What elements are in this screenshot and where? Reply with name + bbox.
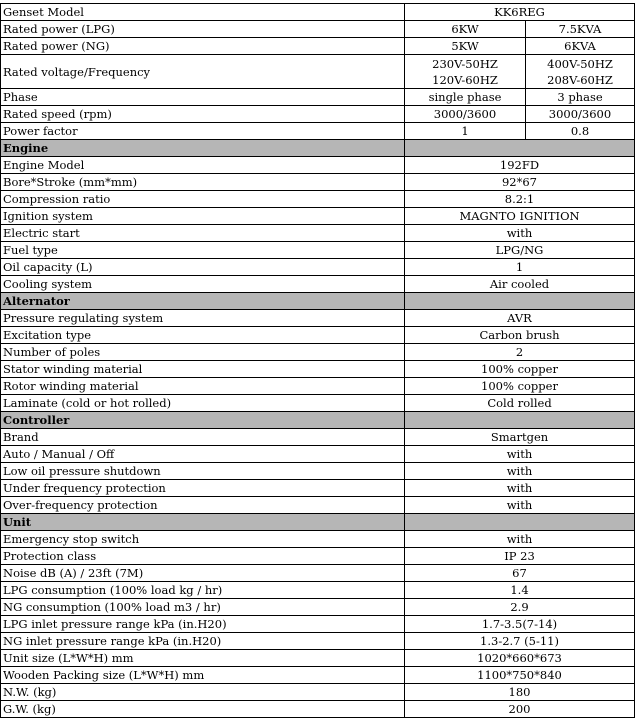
spec-label: NG consumption (100% load m3 / hr) — [1, 599, 405, 616]
spec-label: Number of poles — [1, 344, 405, 361]
spec-value: 8.2:1 — [405, 191, 635, 208]
section-title: Engine — [1, 140, 405, 157]
spec-row — [1, 310, 635, 327]
spec-label: Wooden Packing size (L*W*H) mm — [1, 667, 405, 684]
spec-row — [1, 548, 635, 565]
spec-value-right: 7.5KVA — [526, 21, 635, 38]
spec-value-left: 5KW — [405, 38, 526, 55]
spec-label: Stator winding material — [1, 361, 405, 378]
spec-value-right: 6KVA — [526, 38, 635, 55]
section-header — [1, 293, 635, 310]
spec-label: Brand — [1, 429, 405, 446]
spec-label: Phase — [1, 89, 405, 106]
spec-label: G.W. (kg) — [1, 701, 405, 718]
spec-value: Air cooled — [405, 276, 635, 293]
spec-row — [1, 531, 635, 548]
spec-label: Fuel type — [1, 242, 405, 259]
spec-row — [1, 429, 635, 446]
spec-value-left — [405, 55, 526, 89]
section-header — [1, 514, 635, 531]
section-header — [1, 412, 635, 429]
spec-row — [1, 633, 635, 650]
spec-row — [1, 225, 635, 242]
spec-value-right: 0.8 — [526, 123, 635, 140]
spec-row — [1, 565, 635, 582]
section-title-filler — [405, 140, 635, 157]
model-label: Genset Model — [1, 4, 405, 21]
spec-value: 2.9 — [405, 599, 635, 616]
spec-row — [1, 599, 635, 616]
spec-row — [1, 259, 635, 276]
spec-value: MAGNTO IGNITION — [405, 208, 635, 225]
spec-row — [1, 208, 635, 225]
genset-spec-table — [0, 3, 635, 718]
spec-label: Rated speed (rpm) — [1, 106, 405, 123]
spec-label: Over-frequency protection — [1, 497, 405, 514]
spec-value: LPG/NG — [405, 242, 635, 259]
spec-row — [1, 157, 635, 174]
spec-row — [1, 106, 635, 123]
spec-row — [1, 667, 635, 684]
spec-value-line: 400V-50HZ — [547, 56, 613, 71]
spec-label: LPG consumption (100% load kg / hr) — [1, 582, 405, 599]
section-header — [1, 140, 635, 157]
spec-value: with — [405, 463, 635, 480]
spec-row — [1, 378, 635, 395]
spec-value: with — [405, 225, 635, 242]
section-title: Controller — [1, 412, 405, 429]
spec-value-line: 120V-60HZ — [432, 72, 498, 87]
spec-row — [1, 361, 635, 378]
spec-row — [1, 38, 635, 55]
section-title-filler — [405, 293, 635, 310]
spec-label: NG inlet pressure range kPa (in.H20) — [1, 633, 405, 650]
spec-row — [1, 684, 635, 701]
spec-label: Emergency stop switch — [1, 531, 405, 548]
spec-value-left: 3000/3600 — [405, 106, 526, 123]
spec-value: 1.7-3.5(7-14) — [405, 616, 635, 633]
spec-value: Smartgen — [405, 429, 635, 446]
spec-row — [1, 276, 635, 293]
spec-label: Rotor winding material — [1, 378, 405, 395]
spec-value: 1.3-2.7 (5-11) — [405, 633, 635, 650]
spec-row — [1, 497, 635, 514]
spec-label: Cooling system — [1, 276, 405, 293]
spec-label: Power factor — [1, 123, 405, 140]
spec-label: Noise dB (A) / 23ft (7M) — [1, 565, 405, 582]
spec-value-line: 208V-60HZ — [547, 72, 613, 87]
model-value: KK6REG — [405, 4, 635, 21]
spec-value-left: 1 — [405, 123, 526, 140]
spec-value: with — [405, 497, 635, 514]
spec-label: Ignition system — [1, 208, 405, 225]
spec-label: N.W. (kg) — [1, 684, 405, 701]
spec-label: Low oil pressure shutdown — [1, 463, 405, 480]
model-row — [1, 4, 635, 21]
spec-value: 92*67 — [405, 174, 635, 191]
spec-row — [1, 446, 635, 463]
spec-row — [1, 480, 635, 497]
spec-value: with — [405, 446, 635, 463]
spec-value: 1100*750*840 — [405, 667, 635, 684]
spec-label: Bore*Stroke (mm*mm) — [1, 174, 405, 191]
spec-row — [1, 174, 635, 191]
section-title: Unit — [1, 514, 405, 531]
spec-value: 100% copper — [405, 378, 635, 395]
spec-row — [1, 395, 635, 412]
spec-value: 200 — [405, 701, 635, 718]
spec-row — [1, 327, 635, 344]
spec-value: 1020*660*673 — [405, 650, 635, 667]
spec-label: Unit size (L*W*H) mm — [1, 650, 405, 667]
spec-row — [1, 191, 635, 208]
spec-value: 67 — [405, 565, 635, 582]
spec-value: with — [405, 531, 635, 548]
spec-row — [1, 21, 635, 38]
spec-value: 100% copper — [405, 361, 635, 378]
section-title: Alternator — [1, 293, 405, 310]
spec-label: LPG inlet pressure range kPa (in.H20) — [1, 616, 405, 633]
spec-label: Protection class — [1, 548, 405, 565]
spec-row — [1, 463, 635, 480]
spec-label: Electric start — [1, 225, 405, 242]
spec-value-line: 230V-50HZ — [432, 56, 498, 71]
spec-value-right — [526, 55, 635, 89]
spec-row — [1, 650, 635, 667]
spec-label: Rated voltage/Frequency — [1, 55, 405, 89]
spec-row — [1, 616, 635, 633]
spec-value-left: 6KW — [405, 21, 526, 38]
spec-row — [1, 582, 635, 599]
spec-value: with — [405, 480, 635, 497]
spec-label: Auto / Manual / Off — [1, 446, 405, 463]
spec-row — [1, 55, 635, 89]
spec-label: Pressure regulating system — [1, 310, 405, 327]
spec-value-left: single phase — [405, 89, 526, 106]
spec-table-body — [1, 4, 635, 718]
spec-row — [1, 701, 635, 718]
spec-label: Laminate (cold or hot rolled) — [1, 395, 405, 412]
spec-value: 1 — [405, 259, 635, 276]
spec-label: Excitation type — [1, 327, 405, 344]
spec-value: 1.4 — [405, 582, 635, 599]
spec-label: Engine Model — [1, 157, 405, 174]
spec-value-right: 3 phase — [526, 89, 635, 106]
spec-value: Cold rolled — [405, 395, 635, 412]
spec-value: IP 23 — [405, 548, 635, 565]
spec-value: 180 — [405, 684, 635, 701]
spec-row — [1, 344, 635, 361]
spec-value-right: 3000/3600 — [526, 106, 635, 123]
spec-value: 2 — [405, 344, 635, 361]
spec-label: Under frequency protection — [1, 480, 405, 497]
section-title-filler — [405, 412, 635, 429]
spec-row — [1, 242, 635, 259]
spec-row — [1, 123, 635, 140]
spec-value: 192FD — [405, 157, 635, 174]
section-title-filler — [405, 514, 635, 531]
spec-label: Oil capacity (L) — [1, 259, 405, 276]
spec-value: AVR — [405, 310, 635, 327]
spec-row — [1, 89, 635, 106]
spec-label: Rated power (NG) — [1, 38, 405, 55]
spec-value: Carbon brush — [405, 327, 635, 344]
spec-label: Compression ratio — [1, 191, 405, 208]
spec-label: Rated power (LPG) — [1, 21, 405, 38]
